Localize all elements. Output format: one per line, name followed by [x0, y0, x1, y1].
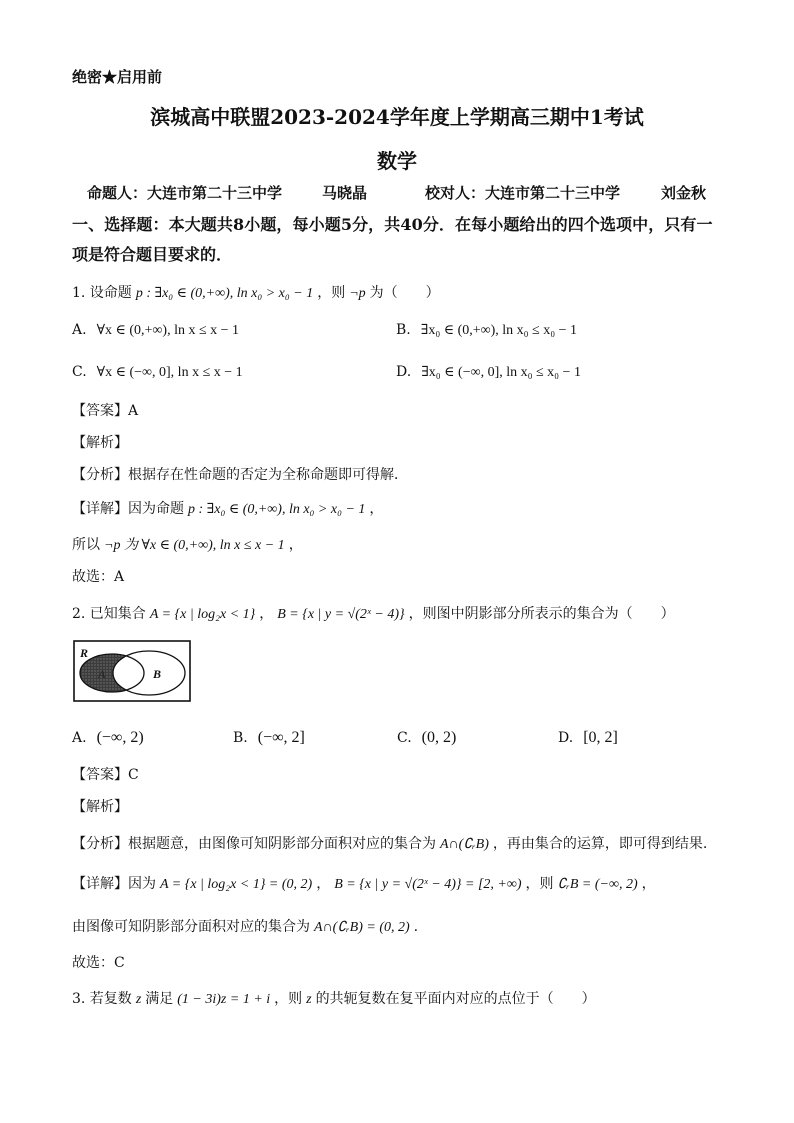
- q1-so: [72, 534, 303, 554]
- q1-option-c: [72, 364, 243, 381]
- q3-prefix: 3. 若复数: [72, 991, 132, 1007]
- q1-stem: [72, 282, 440, 302]
- q2-detail-prefix: 【详解】因为: [72, 876, 156, 892]
- q1-choose: 故选：A: [72, 569, 125, 585]
- option-letter: B.: [396, 322, 411, 338]
- q1-answer: 【答案】A: [72, 403, 139, 419]
- q2-option-a: [72, 729, 144, 747]
- q2-analysis-tag: 【解析】: [72, 799, 128, 815]
- q1-prefix: 1. 设命题: [72, 285, 132, 301]
- option-letter: C.: [397, 730, 412, 746]
- option-text: (−∞, 2): [96, 729, 144, 746]
- q2-suffix: ，则图中阴影部分所表示的集合为（ ）: [408, 606, 675, 622]
- option-text: ∀x ∈ (0,+∞), ln x ≤ x − 1: [96, 323, 240, 338]
- checker-label: 校对人：大连市第二十三中学: [425, 184, 621, 202]
- option-text: ∀x ∈ (−∞, 0], ln x ≤ x − 1: [96, 365, 243, 380]
- q1-suffix: 为（ ）: [369, 285, 440, 301]
- q1-detail: [72, 498, 383, 518]
- option-text: ∃x₀ ∈ (−∞, 0], ln x₀ ≤ x₀ − 1: [421, 365, 581, 380]
- proposer-label: 命题人：大连市第二十三中学: [87, 184, 283, 202]
- q1-neg: ¬p: [349, 286, 366, 301]
- q1-so-prefix: 所以: [72, 537, 100, 553]
- checker-name: 刘金秋: [661, 184, 707, 202]
- q2-conclusion-suffix: .: [413, 919, 419, 935]
- venn-label-b: B: [153, 667, 162, 681]
- q2-set-a: A = {x | log₂x < 1}: [149, 607, 256, 622]
- q2-stem: [72, 603, 675, 623]
- q1-analysis-tag: 【解析】: [72, 435, 128, 451]
- q1-detail-suffix: ，: [369, 501, 384, 517]
- q3-stem: [72, 988, 596, 1008]
- q1-fenxi: 【分析】根据存在性命题的否定为全称命题即可得解．: [72, 467, 408, 483]
- option-text: (−∞, 2]: [257, 729, 305, 746]
- venn-diagram: [73, 640, 191, 702]
- venn-label-a: A: [98, 667, 106, 681]
- set-b-ellipse: [113, 651, 185, 695]
- q2-detail-end: ，: [641, 876, 656, 892]
- q3-suffix: 的共轭复数在复平面内对应的点位于（ ）: [315, 991, 596, 1007]
- q1-detail-math: p : ∃x₀ ∈ (0,+∞), ln x₀ > x₀ − 1: [188, 502, 366, 517]
- q2-conclusion-prefix: 由图像可知阴影部分面积对应的集合为: [72, 919, 310, 935]
- q1-so-suffix: ，: [288, 537, 303, 553]
- q1-so-math: ¬p 为 ∀x ∈ (0,+∞), ln x ≤ x − 1: [104, 538, 285, 553]
- q2-set-b: B = {x | y = √(2ˣ − 4)}: [277, 607, 405, 622]
- q1-option-d: [396, 364, 581, 381]
- q3-mid2: ，则: [274, 991, 303, 1007]
- section-heading-line2: 项是符合题目要求的．: [72, 245, 233, 264]
- q3-equation: (1 − 3i)z = 1 + i: [177, 992, 271, 1007]
- q2-fenxi-prefix: 【分析】根据题意，由图像可知阴影部分面积对应的集合为: [72, 836, 436, 852]
- option-letter: A.: [72, 730, 87, 746]
- option-letter: D.: [396, 364, 412, 380]
- q2-conclusion-math: A∩(∁ᵣB) = (0, 2): [314, 920, 410, 935]
- exam-title: 滨城高中联盟2023-2024学年度上学期高三期中1考试: [150, 105, 644, 129]
- q2-fenxi-suffix: ，再由集合的运算，即可得到结果.: [492, 836, 708, 852]
- q2-detail-a: A = {x | log₂x < 1} = (0, 2): [160, 877, 313, 892]
- q1-middle: ，则: [317, 285, 346, 301]
- q3-mid1: 满足: [145, 991, 174, 1007]
- proposer-name: 马晓晶: [322, 184, 368, 202]
- q2-prefix: 2. 已知集合: [72, 606, 146, 622]
- q2-option-b: [233, 729, 305, 747]
- q1-option-a: [72, 322, 239, 339]
- q1-detail-prefix: 【详解】因为命题: [72, 501, 184, 517]
- q2-choose: 故选：C: [72, 955, 125, 971]
- subject-title: 数学: [377, 149, 417, 173]
- option-letter: C.: [72, 364, 87, 380]
- option-text: [0, 2]: [583, 729, 618, 746]
- confidential-mark: 绝密★启用前: [72, 68, 163, 86]
- q1-stem-math: p : ∃x₀ ∈ (0,+∞), ln x₀ > x₀ − 1: [135, 286, 314, 301]
- option-text: (0, 2): [421, 729, 457, 746]
- q2-comma: ，: [259, 606, 274, 622]
- option-letter: B.: [233, 730, 248, 746]
- q2-fenxi: [72, 833, 707, 853]
- section-heading-line1: 一、选择题：本大题共8小题，每小题5分，共40分．在每小题给出的四个选项中，只有一: [72, 215, 713, 234]
- option-letter: D.: [558, 730, 574, 746]
- q3-z-second: z: [306, 992, 312, 1007]
- q2-option-c: [397, 729, 456, 747]
- q2-answer: 【答案】C: [72, 767, 139, 783]
- q2-conclusion: [72, 916, 418, 936]
- q2-detail: [72, 873, 656, 893]
- option-letter: A.: [72, 322, 87, 338]
- q1-option-b: [396, 322, 577, 339]
- q2-detail-then: ，则: [525, 876, 554, 892]
- q2-detail-b: B = {x | y = √(2ˣ − 4)} = [2, +∞): [334, 877, 522, 892]
- q3-z: z: [135, 992, 142, 1007]
- venn-label-r: R: [80, 646, 89, 660]
- q2-fenxi-math: A∩(∁ᵣB): [440, 837, 489, 852]
- q2-detail-cb: ∁ᵣB = (−∞, 2): [557, 877, 638, 892]
- q2-detail-comma: ，: [316, 876, 331, 892]
- q2-option-d: [558, 729, 618, 747]
- option-text: ∃x₀ ∈ (0,+∞), ln x₀ ≤ x₀ − 1: [420, 323, 578, 338]
